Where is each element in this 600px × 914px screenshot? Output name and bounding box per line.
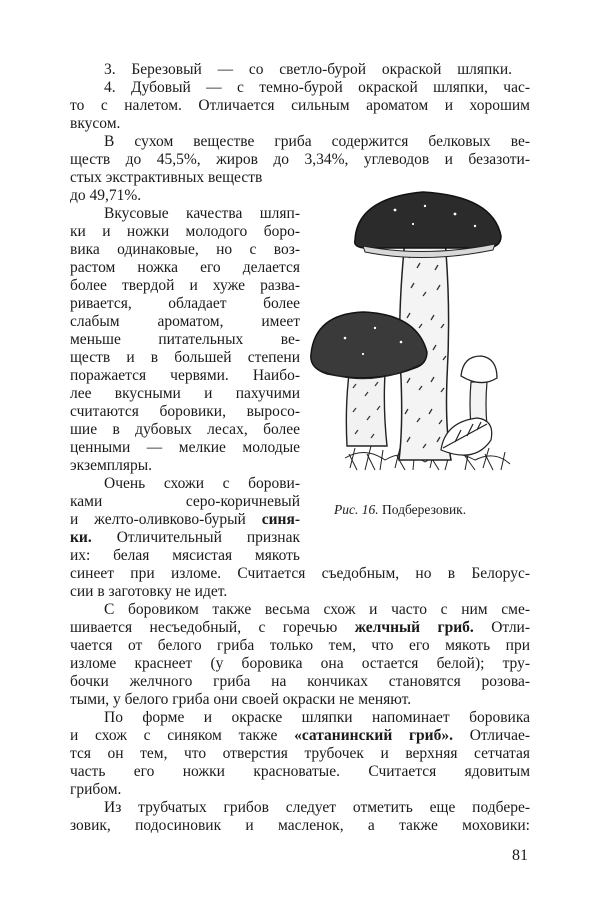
text-line: считаются боровики, выросо-	[70, 403, 300, 420]
tiny-mushroom	[461, 356, 497, 426]
text-line: часть его ножки красноватые. Считается ядовитым	[70, 763, 530, 780]
text-line: ществ и в большей степени	[70, 349, 300, 366]
text-line: ками серо-коричневый	[70, 493, 300, 510]
text-line: чается от белого гриба только тем, что его мякоть при	[70, 637, 530, 654]
mushroom-illustration	[305, 178, 537, 496]
text-line: и схож с синяком также «сатанинский гриб». Отличае-	[70, 727, 531, 744]
figure-title: Подберезовик.	[382, 502, 467, 517]
text-line: ки и ножки молодого боро-	[70, 223, 300, 240]
text-line: их: белая мясистая мякоть	[70, 547, 300, 564]
text-line: до 49,71%.	[70, 187, 142, 204]
text-line: слабым ароматом, имеет	[70, 313, 300, 330]
figure-number: Рис. 16.	[334, 502, 379, 517]
text-line: шивается несъедобный, с горечью желчный гриб. Отли-	[70, 619, 531, 636]
text-line: лее вкусными и пахучими	[70, 385, 300, 402]
text-line: зовик, подосиновик и масленок, а также моховики:	[70, 817, 530, 834]
leaf	[441, 418, 492, 455]
text-line: более твердой и хуже разва-	[70, 277, 300, 294]
text-line: По форме и окраске шляпки напоминает боровика	[104, 709, 530, 726]
text-line: меньше питательных ве-	[70, 331, 300, 348]
text-line: Очень схожи с борови-	[104, 475, 300, 492]
text-line: Вкусовые качества шляп-	[104, 205, 300, 222]
text-line: В сухом веществе гриба содержится белковых ве-	[104, 133, 530, 150]
text-line: ки. Отличительный признак	[70, 529, 300, 546]
text-line: бочки желчного гриба на кончиках становятся розова-	[70, 673, 530, 690]
text-line: изломе краснеет (у боровика она остается белой); тру-	[70, 655, 530, 672]
page-number: 81	[512, 847, 528, 864]
text-line: синеет при изломе. Считается съедобным, но в Белорус-	[70, 565, 530, 582]
text-line: вика одинаковые, но с воз-	[70, 241, 300, 258]
text-line: растом ножка его делается	[70, 259, 300, 276]
text-line: поражается червями. Наибо-	[70, 367, 300, 384]
text-line: шие в дубовых лесах, более	[70, 421, 300, 438]
text-line: ценными — мелкие молодые	[70, 439, 300, 456]
text-line: Из трубчатых грибов следует отметить еще подбере-	[104, 799, 530, 816]
text-line: тыми, у белого гриба они своей окраски не меняют.	[70, 691, 412, 708]
text-line: вкусом.	[70, 115, 121, 132]
text-line: ществ до 45,5%, жиров до 3,34%, углеводов и безазоти-	[70, 151, 530, 168]
text-line: С боровиком также весьма схож и часто с ним сме-	[104, 601, 530, 618]
text-line: стых экстрактивных веществ	[70, 169, 263, 186]
text-line: сии в заготовку не идет.	[70, 583, 228, 600]
text-line: грибом.	[70, 781, 122, 798]
text-line: то с налетом. Отличается сильным ароматом и хорошим	[70, 97, 530, 114]
text-line: 3. Березовый — со светло-бурой окраской шляпки.	[104, 61, 512, 78]
text-line: ривается, обладает более	[70, 295, 300, 312]
text-line: экземпляры.	[70, 457, 152, 474]
figure-caption	[334, 502, 466, 518]
text-line: 4. Дубовый — с темно-бурой окраской шляпки, час-	[104, 79, 530, 96]
text-line: тся он тем, что отверстия трубочек и верхняя сетчатая	[70, 745, 530, 762]
text-line: и желто-оливково-бурый синя-	[70, 511, 300, 528]
